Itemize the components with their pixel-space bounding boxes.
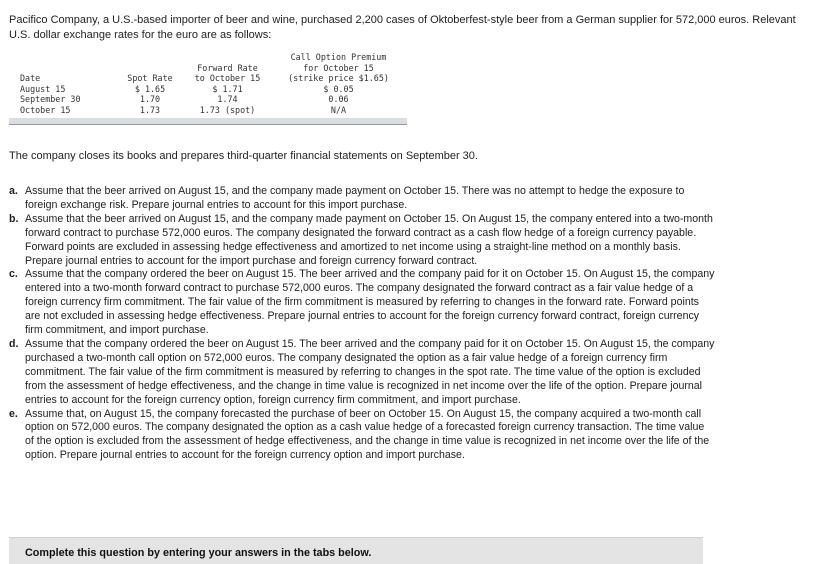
part-b: [9, 213, 715, 269]
cell-premium: $ 0.05: [323, 83, 354, 94]
header-call-premium: [270, 52, 407, 84]
question-parts: [9, 185, 715, 463]
cell-spot: 1.70: [139, 94, 161, 105]
part-label: e.: [9, 407, 18, 420]
cell-premium: N/A: [330, 104, 347, 115]
part-e: [9, 408, 715, 464]
table-row: [9, 94, 407, 105]
cell-forward: 1.74: [217, 94, 238, 105]
cell-date: October 15: [20, 104, 71, 115]
cell-premium: 0.06: [328, 94, 349, 105]
cell-date: August 15: [20, 83, 66, 94]
table-row: [9, 84, 407, 95]
header-date: Date: [20, 73, 41, 84]
header-call-line3: (strike price $1.65): [288, 73, 389, 84]
cell-spot: 1.73: [139, 104, 161, 115]
cell-spot: $ 1.65: [134, 83, 166, 94]
part-text: Assume that the company ordered the beer on August 15. The beer arrived and the company paid for it on October 15. On August 15, the company purchased a two-month call option on 572,000 euros. The company designated the option as a fair value hedge of a foreign currency firm commitment. The fair value of the firm commitment is measured by referring to changes in the spot rate. The time value of the option is excluded from the assessment of hedge effectiveness, and the change in time value is recognized in net income over the life of the option. Prepare journal entries to account for the foreign currency option, foreign currency firm commitment, and import purchase.: [25, 337, 715, 406]
header-spot-rate: Spot Rate: [127, 73, 173, 84]
header-call-line2: for October 15: [303, 62, 374, 73]
header-forward-line2: to October 15: [194, 73, 261, 84]
cell-forward: 1.73 (spot): [199, 104, 256, 115]
part-text: Assume that the company ordered the beer on August 15. The beer arrived and the company paid for it on October 15. On August 15, the company entered into a two-month forward contract to purchase 572,000 euros. The company designated the forward contract as a fair value hedge of a foreign currency firm commitment. The fair value of the firm commitment is measured by referring to changes in the forward rate. Forward points are not excluded in assessing hedge effectiveness. Prepare journal entries to account for the foreign currency forward contract, foreign currency firm commitment, and import purchase.: [25, 268, 715, 337]
problem-intro: Pacifico Company, a U.S.-based importer of beer and wine, purchased 2,200 cases of Oktoberfest-style beer from a German supplier for 572,000 euros. Relevant U.S. dollar exchange rates for the euro are as follows:: [9, 14, 796, 41]
part-label: d.: [9, 337, 19, 350]
part-label: c.: [9, 268, 18, 281]
header-forward-line1: Forward Rate: [197, 62, 258, 73]
instruction-banner: [9, 537, 703, 564]
part-text: Assume that the beer arrived on August 15, and the company made payment on October 15. There was no attempt to hedge the exposure to foreign exchange risk. Prepare journal entries to account for this import purchase.: [25, 185, 685, 211]
header-call-line1: Call Option Premium: [290, 52, 387, 62]
part-label: b.: [9, 212, 19, 225]
cell-forward: $ 1.71: [212, 83, 243, 94]
closing-statement: The company closes its books and prepares third-quarter financial statements on September 30.: [9, 150, 478, 162]
instruction-text: Complete this question by entering your answers in the tabs below.: [25, 547, 372, 559]
part-d: [9, 338, 715, 408]
part-text: Assume that, on August 15, the company forecasted the purchase of beer on October 15. On August 15, the company acquired a two-month call option on 572,000 euros. The company designated the option as a cash value hedge of a forecasted foreign currency transaction. The time value of the option is excluded from the assessment of hedge effectiveness, and the change in time value is recognized in net income over the life of the option. Prepare journal entries to account for the foreign currency option and import purchase.: [25, 407, 710, 462]
part-c: [9, 268, 715, 338]
cell-date: September 30: [20, 94, 81, 105]
header-forward-rate: [185, 52, 270, 84]
exchange-rates-table: [9, 52, 407, 125]
table-bottom-bar: [9, 118, 407, 125]
part-label: a.: [9, 185, 18, 197]
part-text: Assume that the beer arrived on August 15, and the company made payment on October 15. On August 15, the company entered into a two-month forward contract to purchase 572,000 euros. The company designated the forward contract as a cash flow hedge of a foreign currency payable. Forward points are excluded in assessing hedge effectiveness and amortized to net income using a straight-line method on a monthly basis. Prepare journal entries to account for the import purchase and foreign currency forward contract.: [25, 212, 713, 267]
part-a: [9, 185, 715, 213]
table-row: [9, 105, 407, 116]
